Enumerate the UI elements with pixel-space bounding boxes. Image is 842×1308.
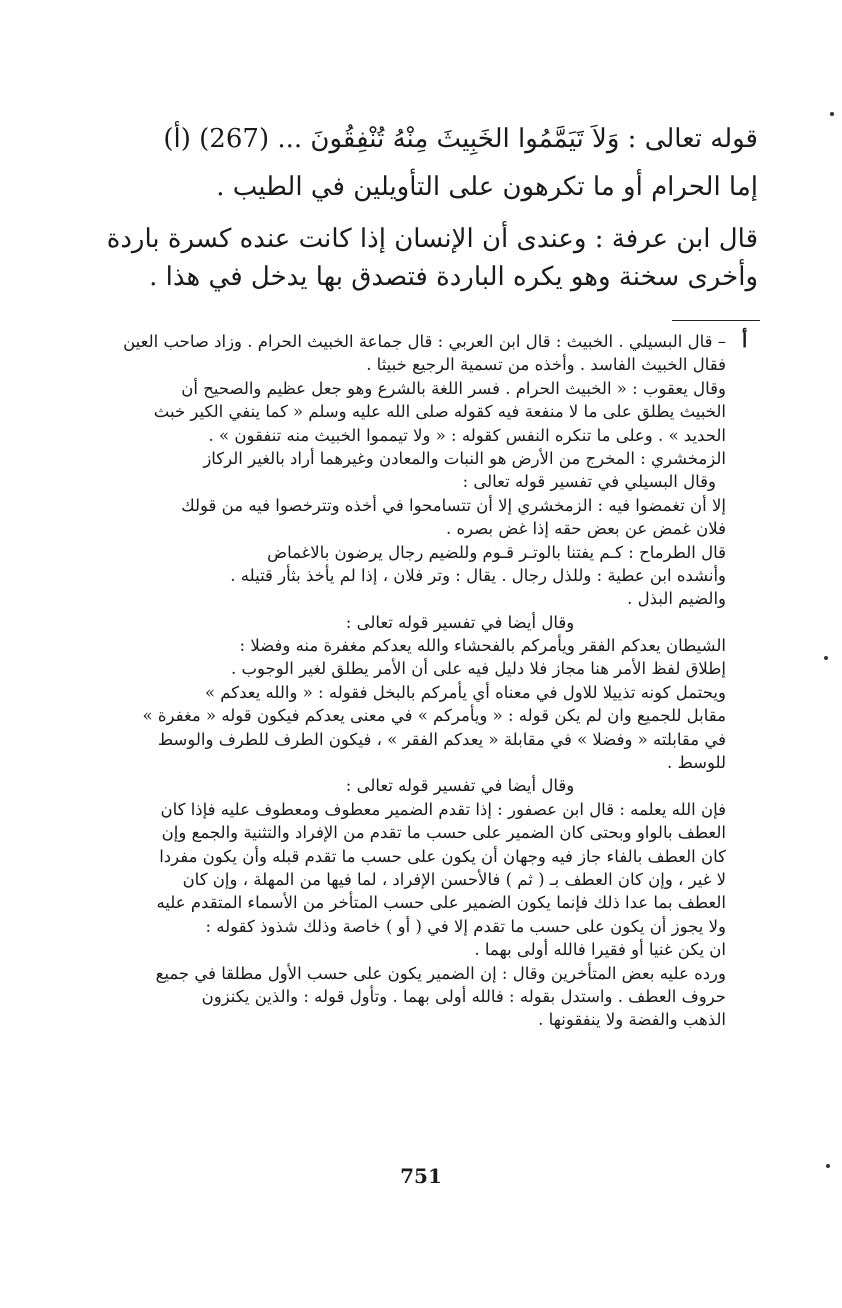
footnote-line: حروف العطف . واستدل بقوله : فالله أولى بهما . وتأول قوله : والذين يكنزون: [201, 986, 726, 1006]
footnote-line: وقال أيضا في تفسير قوله تعالى :: [345, 612, 575, 632]
main-text: [78, 120, 758, 296]
footnote-line: – قال البسيلي . الخبيث : قال ابن العربي : قال جماعة الخبيث الحرام . وزاد صاحب العين: [123, 332, 726, 351]
footnote-line: كان العطف بالفاء جاز فيه وجهان أن يكون على حسب ما تقدم قبله وأن يكون مفردا: [159, 846, 726, 866]
footnote-separator: [672, 320, 760, 321]
footnote-line: العطف بما عدا ذلك فإنما يكون الضمير على حسب المتأخر من الأسماء المتقدم عليه: [156, 893, 726, 913]
footnote-line: ورده عليه بعض المتأخرين وقال : إن الضمير يكون على حسب الأول مطلقا في جميع: [155, 963, 726, 983]
scan-speck: [830, 112, 834, 116]
footnote-line: قال الطرماح : كـم يفتنا بالوتـر قـوم وللضيم رجال يرضون بالاغماض: [267, 542, 726, 562]
footnotes: [74, 330, 726, 1032]
footnote-line: والضيم البذل .: [627, 589, 726, 609]
footnote-line: وقال يعقوب : « الخبيث الحرام . فسر اللغة بالشرع وهو جعل عظيم والصحيح أن: [181, 378, 726, 398]
main-line: قوله تعالى : وَلاَ تَيَمَّمُوا الخَبِيثَ مِنْهُ تُنْفِقُونَ ... (267) (أ): [163, 124, 758, 154]
footnote-line: فقال الخبيث الفاسد . وأخذه من تسمية الرجيع خبيثا .: [366, 355, 726, 375]
footnote-line: الزمخشري : المخرج من الأرض هو النبات والمعادن وغيرهما أراد بالغير الركاز: [203, 448, 726, 468]
main-line: إما الحرام أو ما تكرهون على التأويلين في الطيب .: [216, 172, 758, 202]
footnote-marker: أ: [742, 330, 748, 352]
footnote-line: فإن الله يعلمه : قال ابن عصفور : إذا تقدم الضمير معطوف ومعطوف عليه فإذا كان: [160, 799, 726, 819]
footnote-line: الذهب والفضة ولا ينفقونها .: [538, 1010, 726, 1030]
footnote-line: إلا أن تغمضوا فيه : الزمخشري إلا أن تتسامحوا في أخذه وتترخصوا فيه من قولك: [181, 495, 726, 515]
footnote-line: وقال أيضا في تفسير قوله تعالى :: [345, 776, 575, 796]
main-line: وأخرى سخنة وهو يكره الباردة فتصدق بها يدخل في هذا .: [149, 262, 758, 292]
page-number: 751: [400, 1164, 442, 1188]
footnote-line: وأنشده ابن عطية : وللذل رجال . يقال : وتر فلان ، إذا لم يأخذ بثأر قتيله .: [230, 565, 726, 585]
footnote-line: للوسط .: [667, 753, 726, 773]
footnote-line: الشيطان يعدكم الفقر ويأمركم بالفحشاء والله يعدكم مغفرة منه وفضلا :: [239, 636, 726, 656]
footnote-line: العطف بالواو وبحتى كان الضمير على حسب ما تقدم من الإفراد والتثنية والجمع وإن: [161, 823, 726, 843]
scan-speck: [824, 656, 828, 660]
footnote-line: وقال البسيلي في تفسير قوله تعالى :: [462, 472, 716, 492]
footnote-line: ولا يجوز أن يكون على حسب ما تقدم إلا في ( أو ) خاصة وذلك شذوذ كقوله :: [205, 916, 726, 936]
footnote-line: الخبيث يطلق على ما لا منفعة فيه كقوله صلى الله عليه وسلم « كما ينفي الكير خبث: [153, 402, 726, 422]
footnote-line: الحديد » . وعلى ما تنكره النفس كقوله : « ولا تيمموا الخبيث منه تنفقون » .: [208, 425, 726, 445]
footnote-line: ان يكن غنيا أو فقيرا فالله أولى بهما .: [474, 940, 726, 960]
footnote-line: إطلاق لفظ الأمر هنا مجاز فلا دليل فيه على أن الأمر يطلق لغير الوجوب .: [230, 659, 726, 679]
scan-speck: [826, 1164, 830, 1168]
footnote-line: مقابل للجميع وان لم يكن قوله : « ويأمركم » في معنى يعدكم فيكون قوله « مغفرة »: [142, 706, 726, 726]
footnote-line: لا غير ، وإن كان العطف بـ ( ثم ) فالأحسن الإفراد ، لما فيها من المهلة ، وإن كان: [182, 869, 726, 889]
main-line: قال ابن عرفة : وعندى أن الإنسان إذا كانت عنده كسرة باردة: [106, 224, 758, 254]
footnote-line: ويحتمل كونه تذييلا للاول في معناه أي يأمركم بالبخل فقوله : « والله يعدكم »: [204, 682, 726, 702]
footnote-line: فلان غمض عن بعض حقه إذا غض بصره .: [445, 519, 726, 539]
footnote-line: في مقابلته « وفضلا » في مقابلة « يعدكم الفقر » ، فيكون الطرف للطرف والوسط: [157, 729, 726, 749]
